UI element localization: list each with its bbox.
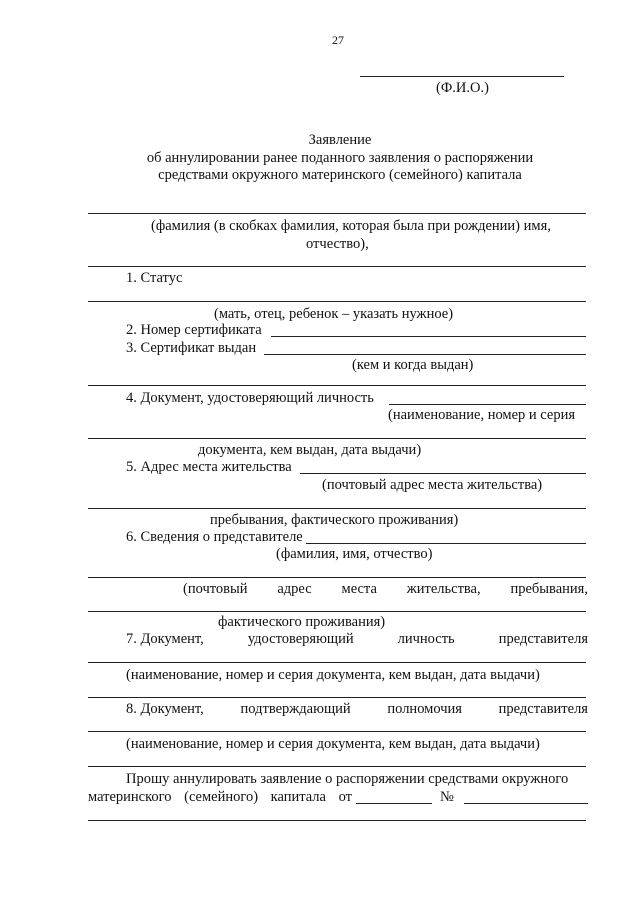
representative-document-hint: (наименование, номер и серия документа, кем выдан, дата выдачи) [126,667,540,683]
identity-document-field[interactable] [389,404,586,405]
status-label: 1. Статус [126,270,183,286]
label-word: удостоверяющий [247,631,354,647]
hint-word: адрес [277,581,312,597]
authority-document-hint: (наименование, номер и серия документа, кем выдан, дата выдачи) [126,736,540,752]
hint-word: (почтовый [183,581,248,597]
label-word: представителя [498,631,588,647]
residence-address-hint-1: (почтовый адрес места жительства) [322,477,543,493]
hint-word: пребывания, [510,581,588,597]
request-word: капитала [270,789,326,805]
number-sign: № [440,789,454,805]
representative-document-field[interactable] [88,662,586,663]
status-hint: (мать, отец, ребенок – указать нужное) [214,306,454,322]
name-field-line-2[interactable] [88,266,586,267]
request-word: (семейного) [184,789,259,805]
name-field-line[interactable] [88,213,586,214]
representative-hint-3: фактического проживания) [218,614,386,630]
certificate-number-field[interactable] [271,336,586,337]
residence-address-hint-2: пребывания, фактического проживания) [210,512,459,528]
request-line-2 [88,789,352,806]
representative-address-field[interactable] [88,611,586,612]
request-line-1: Прошу аннулировать заявление о распоряжении средствами окружного [126,771,569,787]
representative-document-field-2[interactable] [88,697,586,698]
representative-address-hint [183,581,588,598]
representative-field[interactable] [306,543,586,544]
certificate-issued-field-2[interactable] [88,385,586,386]
identity-document-field-2[interactable] [88,438,586,439]
title-line-1: Заявление [308,132,372,148]
fio-label: (Ф.И.О.) [436,80,489,96]
identity-document-hint-2: документа, кем выдан, дата выдачи) [198,442,422,458]
residence-address-field-2[interactable] [88,508,586,509]
authority-document-label [126,701,588,718]
label-word: 8. Документ, [126,701,204,717]
certificate-issued-hint: (кем и когда выдан) [352,357,474,373]
label-word: 7. Документ, [126,631,204,647]
request-word: материнского [88,789,172,805]
representative-hint-1: (фамилия, имя, отчество) [276,546,433,562]
residence-address-label: 5. Адрес места жительства [126,459,292,475]
representative-label: 6. Сведения о представителе [126,529,303,545]
label-word: личность [397,631,455,647]
authority-document-field[interactable] [88,731,586,732]
representative-document-label [126,631,588,648]
certificate-issued-label: 3. Сертификат выдан [126,340,257,356]
title-line-3: средствами окружного материнского (семейного) капитала [158,167,522,183]
hint-word: жительства, [406,581,481,597]
request-number-field[interactable] [464,803,588,804]
fio-line[interactable] [360,76,564,77]
certificate-number-label: 2. Номер сертификата [126,322,262,338]
request-word: от [338,789,352,805]
identity-document-hint-1: (наименование, номер и серия [388,407,576,423]
certificate-issued-field[interactable] [264,354,586,355]
status-field-line[interactable] [88,301,586,302]
page-number: 27 [332,33,344,47]
hint-word: места [341,581,377,597]
name-hint-2: отчество), [306,236,369,252]
request-date-field[interactable] [356,803,432,804]
name-hint-1: (фамилия (в скобках фамилия, которая была при рождении) имя, [151,218,551,234]
authority-document-field-2[interactable] [88,766,586,767]
request-field-line[interactable] [88,820,586,821]
title-line-2: об аннулировании ранее поданного заявления о распоряжении [146,150,534,166]
identity-document-label: 4. Документ, удостоверяющий личность [126,390,374,406]
representative-field-2[interactable] [88,577,586,578]
label-word: полномочия [387,701,462,717]
label-word: подтверждающий [240,701,351,717]
label-word: представителя [498,701,588,717]
residence-address-field[interactable] [300,473,586,474]
